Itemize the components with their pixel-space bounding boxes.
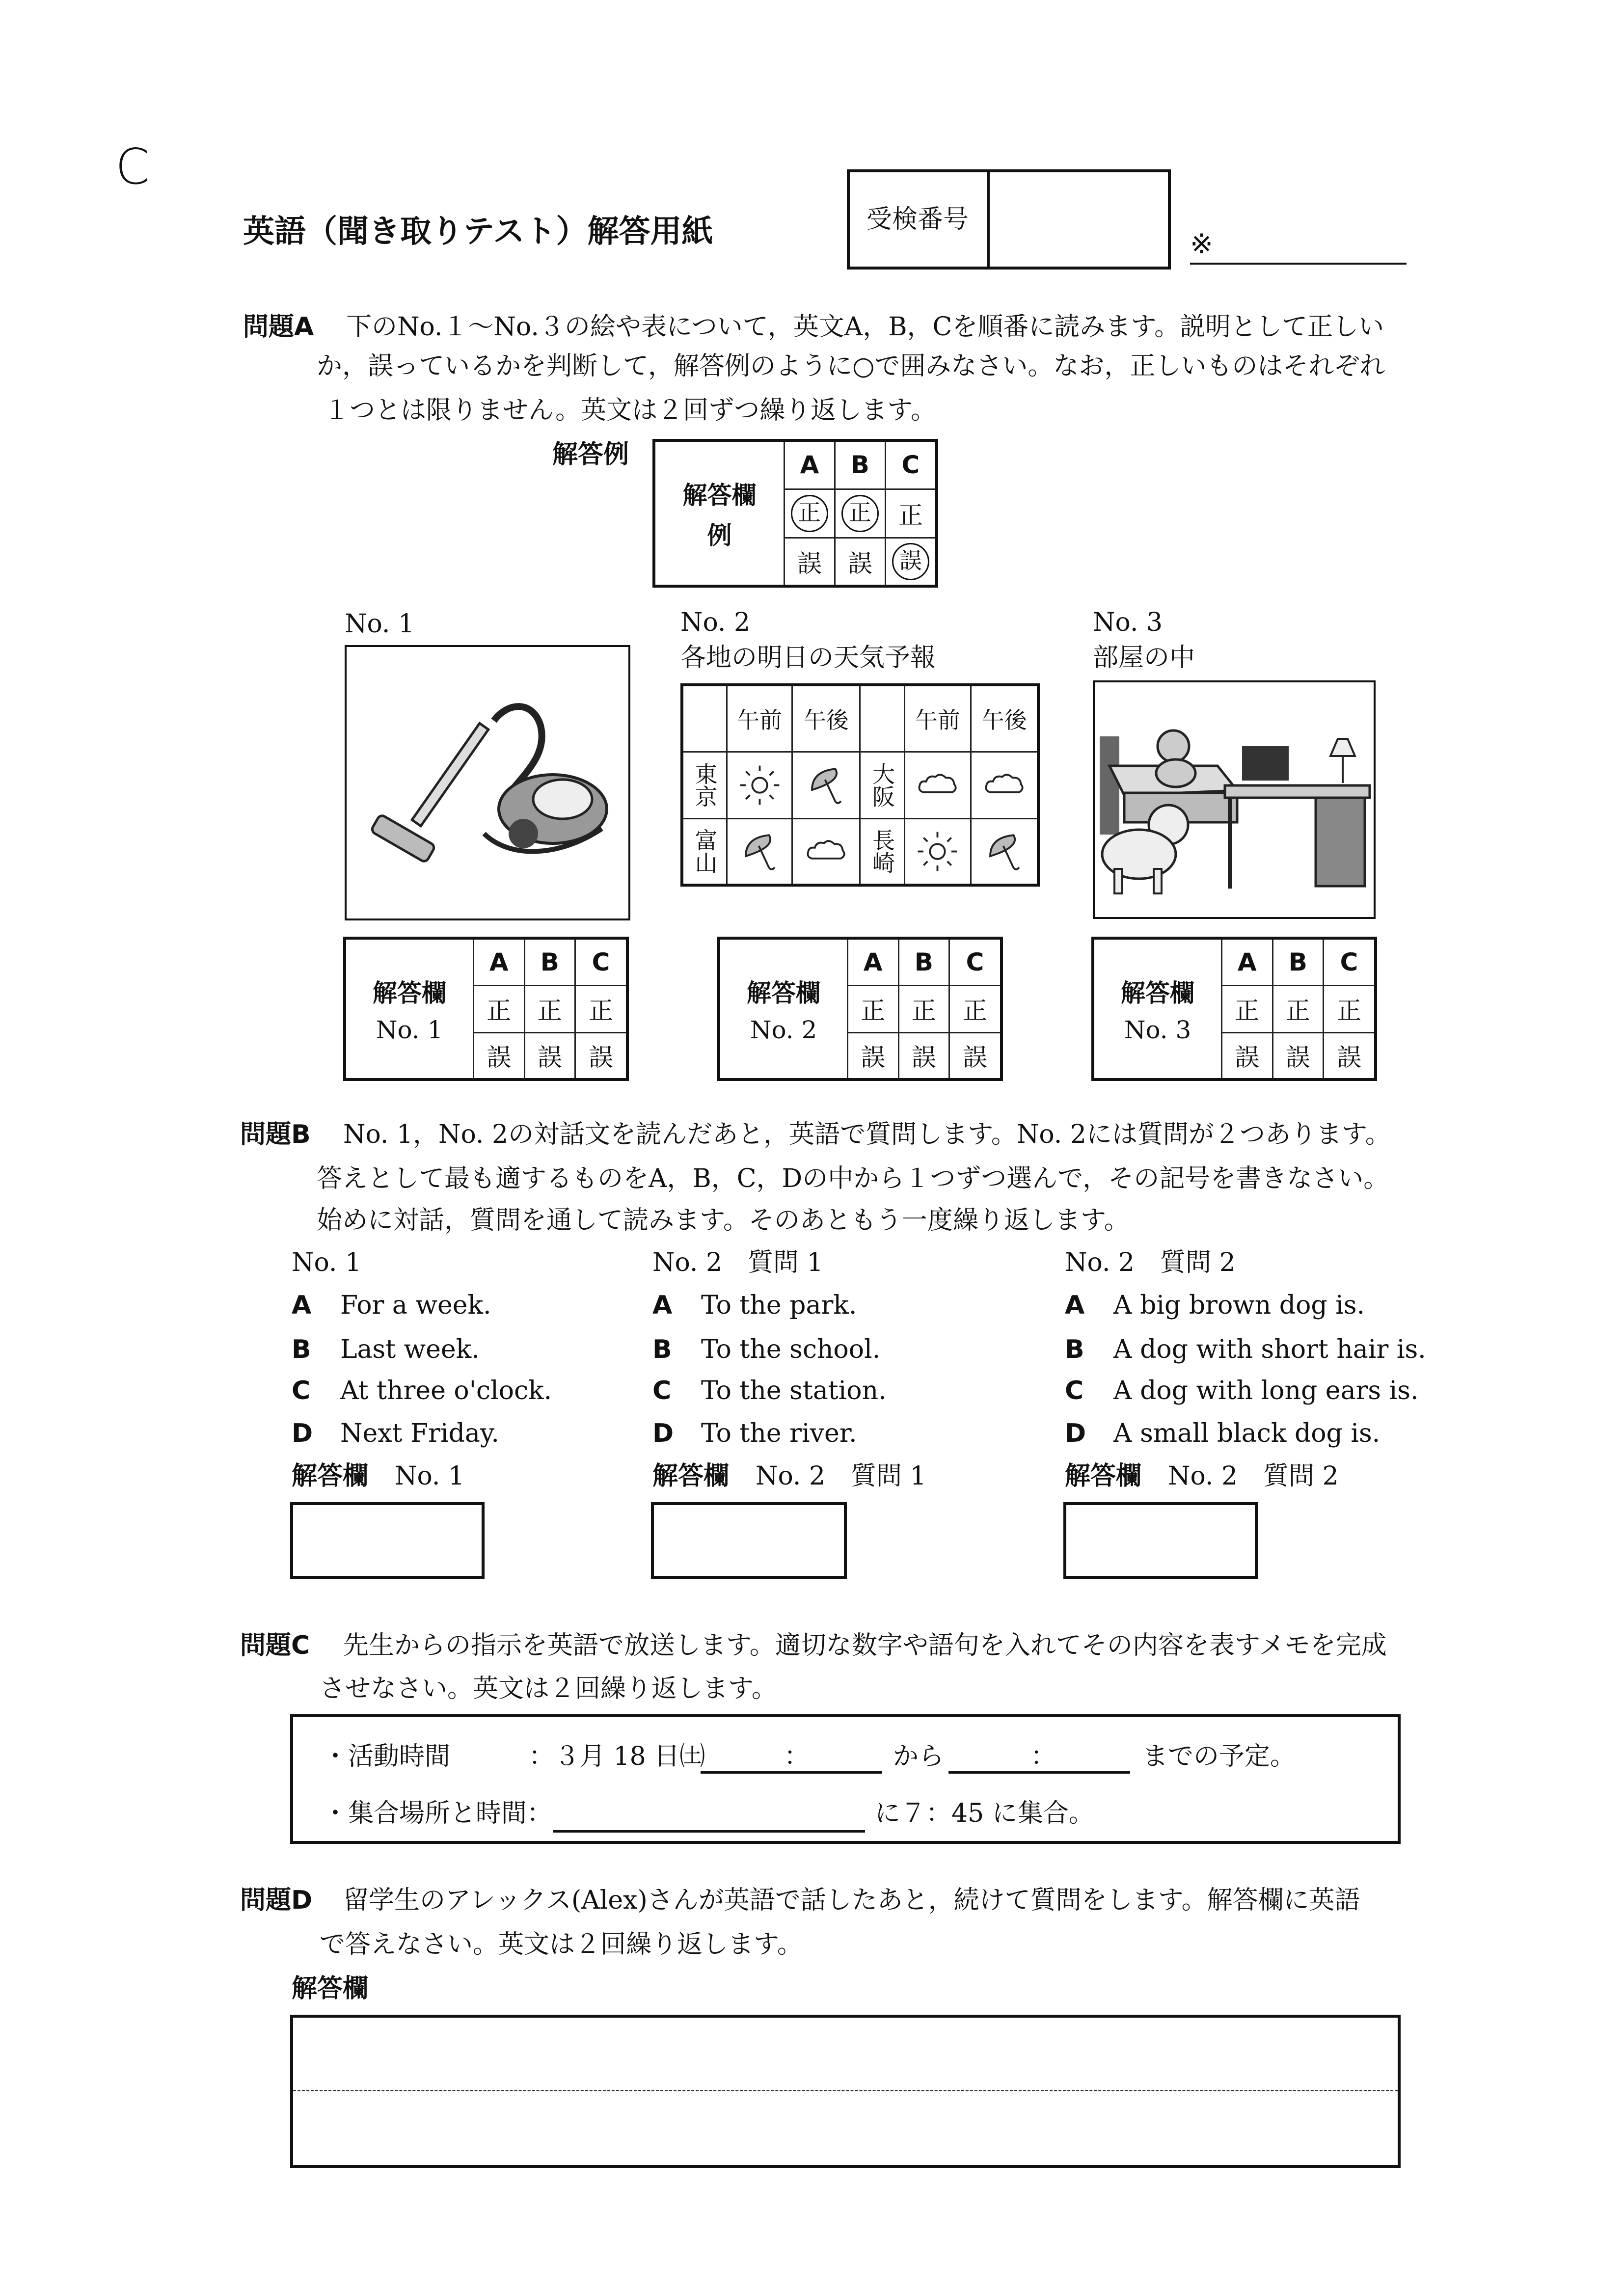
option-column-title: No. 1 bbox=[292, 1248, 362, 1277]
option-text: A dog with long ears is. bbox=[1113, 1376, 1419, 1405]
note-line bbox=[1190, 263, 1407, 265]
note-mark: ※ bbox=[1190, 228, 1213, 260]
col-header: A bbox=[1222, 938, 1273, 985]
weather-forecast-table bbox=[680, 683, 1040, 887]
option-letter: A bbox=[1065, 1291, 1085, 1320]
col-header: A bbox=[474, 938, 525, 985]
correct-option[interactable]: 正 bbox=[524, 985, 575, 1032]
dashed-divider bbox=[293, 2090, 1398, 2091]
answer-table-label: 解答欄 No. 3 bbox=[1093, 938, 1222, 1080]
option-text: To the school. bbox=[701, 1335, 881, 1364]
example-cell: 正 bbox=[885, 489, 937, 538]
weather-cell bbox=[792, 752, 860, 818]
wrong-option[interactable]: 誤 bbox=[1222, 1032, 1273, 1080]
wrong-option[interactable]: 誤 bbox=[848, 1032, 899, 1080]
no3-label: No. 3 bbox=[1093, 608, 1163, 637]
answer-label: 解答欄 bbox=[292, 1461, 369, 1491]
col-header: B bbox=[1272, 938, 1324, 985]
circled-correct: 正 bbox=[841, 495, 879, 532]
option-letter: A bbox=[292, 1291, 312, 1320]
wrong-option[interactable]: 誤 bbox=[474, 1032, 525, 1080]
section-a-text: 下のNo.１～No.３の絵や表について，英文A，B，Cを順番に読みます。説明として正しい bbox=[346, 312, 1384, 342]
option-letter: B bbox=[652, 1335, 672, 1364]
colon: ： bbox=[784, 1742, 810, 1771]
city-label: 長崎 bbox=[860, 818, 904, 885]
correct-option[interactable]: 正 bbox=[1272, 985, 1324, 1032]
option-column-title: No. 2 質問 2 bbox=[1065, 1248, 1236, 1277]
section-d-answer-label: 解答欄 bbox=[292, 1974, 369, 2003]
exam-number-box bbox=[847, 169, 1171, 270]
option-letter: B bbox=[292, 1335, 311, 1364]
no2-caption: 各地の明日の天気予報 bbox=[680, 643, 936, 673]
option-column-title: No. 2 質問 1 bbox=[652, 1248, 823, 1277]
section-d-answer-box[interactable] bbox=[290, 2015, 1401, 2168]
memo-date: ：３月 18 日㈯ bbox=[529, 1742, 705, 1771]
option-text: Next Friday. bbox=[340, 1419, 499, 1448]
option-text: A small black dog is. bbox=[1113, 1419, 1380, 1448]
option-letter: D bbox=[1065, 1419, 1086, 1448]
col-header: C bbox=[885, 440, 937, 489]
section-b-label: 問題B bbox=[240, 1120, 311, 1149]
col-header: C bbox=[575, 938, 627, 985]
city-label: 大阪 bbox=[860, 752, 904, 818]
no1-label: No. 1 bbox=[345, 609, 415, 639]
col-header-am: 午前 bbox=[904, 685, 971, 752]
col-header-pm: 午後 bbox=[792, 685, 860, 752]
option-letter: C bbox=[652, 1376, 672, 1405]
option-letter: D bbox=[652, 1419, 674, 1448]
section-d-label: 問題D bbox=[240, 1886, 313, 1915]
wrong-option[interactable]: 誤 bbox=[1324, 1032, 1376, 1080]
wrong-option[interactable]: 誤 bbox=[575, 1032, 627, 1080]
example-cell: 誤 bbox=[785, 538, 835, 586]
option-text: To the river. bbox=[701, 1419, 857, 1448]
section-c-label: 問題C bbox=[240, 1631, 310, 1660]
weather-cell bbox=[904, 752, 971, 818]
col-header-pm: 午後 bbox=[971, 685, 1038, 752]
answer-label-no: No. 2 質問 2 bbox=[1168, 1461, 1339, 1491]
umbrella-icon bbox=[803, 762, 849, 809]
col-header: A bbox=[848, 938, 899, 985]
answer-box[interactable] bbox=[1063, 1502, 1258, 1579]
room-picture bbox=[1093, 680, 1376, 919]
col-header: B bbox=[524, 938, 575, 985]
answer-table-label: 解答欄 No. 2 bbox=[719, 938, 848, 1080]
correct-option[interactable]: 正 bbox=[575, 985, 627, 1032]
exam-number-label: 受検番号 bbox=[866, 205, 969, 234]
example-table bbox=[652, 439, 938, 588]
answer-table-no3 bbox=[1091, 937, 1377, 1081]
start-time-input[interactable] bbox=[701, 1771, 882, 1774]
correct-option[interactable]: 正 bbox=[1222, 985, 1273, 1032]
wrong-option[interactable]: 誤 bbox=[524, 1032, 575, 1080]
option-text: At three o'clock. bbox=[340, 1376, 552, 1405]
cloud-icon bbox=[981, 762, 1028, 809]
section-b-text: 答えとして最も適するものをA，B，C，Dの中から１つずつ選んで，その記号を書きなさい。 bbox=[317, 1164, 1389, 1193]
weather-cell bbox=[971, 752, 1038, 818]
answer-label: 解答欄 bbox=[1065, 1461, 1142, 1491]
colon: ： bbox=[1030, 1742, 1056, 1771]
cloud-icon bbox=[803, 828, 849, 875]
answer-table-label: 解答欄 No. 1 bbox=[345, 938, 474, 1080]
answer-label-no: No. 2 質問 1 bbox=[756, 1461, 926, 1491]
answer-box[interactable] bbox=[651, 1502, 847, 1579]
exam-number-label-cell bbox=[850, 172, 990, 267]
cloud-icon bbox=[914, 762, 961, 809]
answer-table-no1 bbox=[343, 937, 629, 1081]
answer-label: 解答欄 bbox=[652, 1461, 730, 1491]
col-header: C bbox=[1324, 938, 1376, 985]
section-b-text: No. 1，No. 2の対話文を読んだあと，英語で質問します。No. 2には質問が２つあります。 bbox=[343, 1120, 1391, 1149]
correct-option[interactable]: 正 bbox=[1324, 985, 1376, 1032]
correct-option[interactable]: 正 bbox=[898, 985, 949, 1032]
example-cell bbox=[785, 489, 835, 538]
vacuum-cleaner-picture bbox=[345, 645, 630, 920]
no3-caption: 部屋の中 bbox=[1093, 643, 1195, 673]
answer-table-no2 bbox=[717, 937, 1003, 1081]
correct-option[interactable]: 正 bbox=[949, 985, 1001, 1032]
option-letter: B bbox=[1065, 1335, 1084, 1364]
section-c-text: 先生からの指示を英語で放送します。適切な数字や語句を入れてその内容を表すメモを完成 bbox=[343, 1631, 1387, 1660]
answer-label-no: No. 1 bbox=[395, 1461, 465, 1491]
weather-cell bbox=[904, 818, 971, 885]
section-d-text: 留学生のアレックス(Alex)さんが英語で話したあと，続けて質問をします。解答欄に英語 bbox=[343, 1886, 1360, 1915]
sun-icon bbox=[736, 762, 783, 809]
option-text: To the station. bbox=[701, 1376, 887, 1405]
memo-meeting-label: ・集合場所と時間： bbox=[323, 1799, 553, 1828]
col-header: B bbox=[898, 938, 949, 985]
correct-option[interactable]: 正 bbox=[848, 985, 899, 1032]
wrong-option[interactable]: 誤 bbox=[1272, 1032, 1324, 1080]
sun-icon bbox=[914, 828, 961, 875]
section-a-text: １つとは限りません。英文は２回ずつ繰り返します。 bbox=[324, 396, 936, 425]
weather-cell bbox=[792, 818, 860, 885]
option-text: A big brown dog is. bbox=[1113, 1291, 1365, 1320]
correct-option[interactable]: 正 bbox=[474, 985, 525, 1032]
room-with-dogs-icon bbox=[1095, 682, 1374, 917]
corner-mark: C bbox=[115, 138, 150, 195]
weather-cell bbox=[727, 752, 792, 818]
col-header: B bbox=[835, 440, 885, 489]
memo-from: から bbox=[893, 1742, 945, 1771]
memo-meeting-time: に７：45 に集合。 bbox=[875, 1799, 1094, 1828]
exam-number-input[interactable] bbox=[990, 172, 1168, 267]
example-row-label: 解答欄 例 bbox=[654, 440, 785, 586]
umbrella-icon bbox=[736, 828, 783, 875]
city-label: 東京 bbox=[682, 752, 727, 818]
wrong-option[interactable]: 誤 bbox=[949, 1032, 1001, 1080]
option-text: To the park. bbox=[701, 1291, 857, 1320]
section-a-text: か，誤っているかを判断して，解答例のように○で囲みなさい。なお，正しいものはそれぞれ bbox=[317, 351, 1385, 381]
memo-activity-label: ・活動時間 bbox=[323, 1742, 451, 1771]
example-cell: 誤 bbox=[835, 538, 885, 586]
vacuum-cleaner-icon bbox=[347, 647, 628, 918]
col-header: A bbox=[785, 440, 835, 489]
weather-cell bbox=[727, 818, 792, 885]
circled-wrong: 誤 bbox=[892, 543, 929, 580]
empty-cell bbox=[682, 685, 727, 752]
section-c-text: させなさい。英文は２回繰り返します。 bbox=[320, 1674, 777, 1703]
weather-cell bbox=[971, 818, 1038, 885]
option-letter: C bbox=[292, 1376, 311, 1405]
end-time-input[interactable] bbox=[948, 1771, 1130, 1774]
col-header-am: 午前 bbox=[727, 685, 792, 752]
page-title: 英語（聞き取りテスト）解答用紙 bbox=[243, 214, 713, 250]
option-letter: C bbox=[1065, 1376, 1084, 1405]
section-a-label: 問題A bbox=[243, 312, 314, 342]
city-label: 富山 bbox=[682, 818, 727, 885]
section-b-text: 始めに対話，質問を通して読みます。そのあともう一度繰り返します。 bbox=[317, 1206, 1130, 1235]
option-text: For a week. bbox=[340, 1291, 491, 1320]
example-label: 解答例 bbox=[552, 440, 629, 469]
col-header: C bbox=[949, 938, 1001, 985]
umbrella-icon bbox=[981, 828, 1028, 875]
memo-box bbox=[290, 1714, 1401, 1844]
empty-cell bbox=[860, 685, 904, 752]
memo-until: までの予定。 bbox=[1142, 1742, 1296, 1771]
section-d-text: で答えなさい。英文は２回繰り返します。 bbox=[320, 1930, 803, 1959]
option-letter: D bbox=[292, 1419, 313, 1448]
option-text: A dog with short hair is. bbox=[1113, 1335, 1426, 1364]
example-cell bbox=[885, 538, 937, 586]
option-letter: A bbox=[652, 1291, 673, 1320]
meeting-place-input[interactable] bbox=[553, 1830, 865, 1833]
no2-label: No. 2 bbox=[680, 608, 751, 637]
example-cell bbox=[835, 489, 885, 538]
circled-correct: 正 bbox=[791, 495, 828, 532]
answer-box[interactable] bbox=[290, 1502, 485, 1579]
wrong-option[interactable]: 誤 bbox=[898, 1032, 949, 1080]
option-text: Last week. bbox=[340, 1335, 480, 1364]
